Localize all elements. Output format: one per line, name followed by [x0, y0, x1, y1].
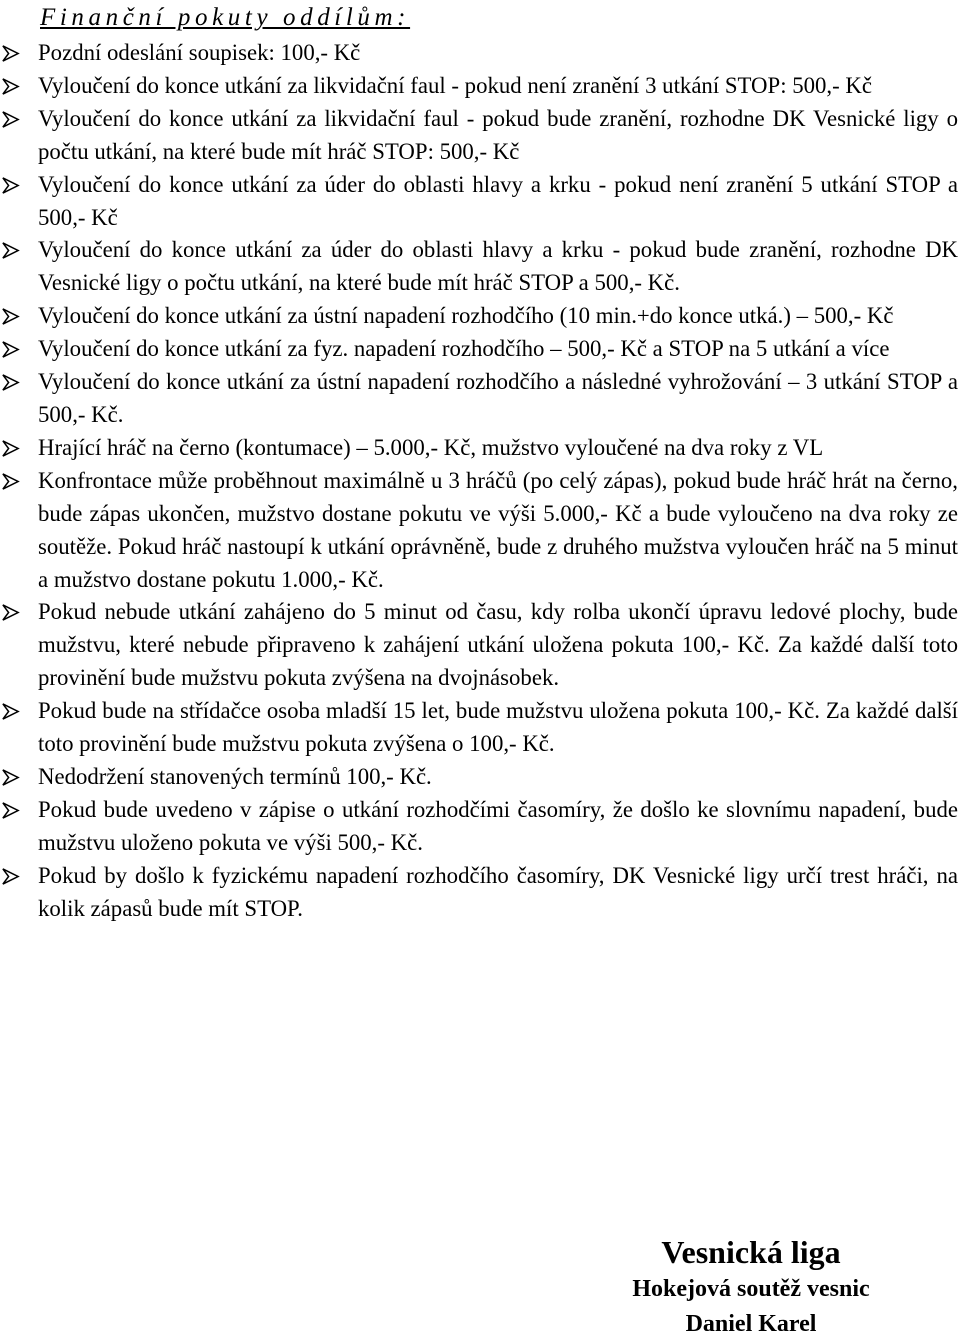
fine-rule-text: Hrající hráč na černo (kontumace) – 5.000,- Kč, mužstvo vyloučené na dva roky z VL [38, 434, 824, 460]
fine-rules-list [0, 37, 960, 925]
fine-rule-item [0, 300, 960, 333]
arrow-bullet-icon [0, 596, 22, 629]
fine-rule-item [0, 794, 960, 860]
arrow-bullet-icon [0, 169, 22, 202]
fine-rule-item [0, 596, 960, 695]
arrow-bullet-icon [0, 695, 22, 728]
fine-rule-item [0, 37, 960, 70]
arrow-bullet-icon [0, 70, 22, 103]
fine-rule-item [0, 432, 960, 465]
fine-rule-text: Vyloučení do konce utkání za likvidační faul - pokud není zranění 3 utkání STOP: 500,- Kč [38, 72, 873, 98]
fine-rule-text: Vyloučení do konce utkání za ústní napadení rozhodčího a následné vyhrožování – 3 utkání STOP a 500,- Kč. [38, 369, 958, 427]
arrow-bullet-icon [0, 761, 22, 794]
fine-rule-text: Vyloučení do konce utkání za ústní napadení rozhodčího (10 min.+do konce utká.) – 500,- Kč [38, 303, 894, 329]
fine-rule-item [0, 169, 960, 235]
fine-rule-item [0, 860, 960, 926]
fine-rule-text: Vyloučení do konce utkání za fyz. napadení rozhodčího – 500,- Kč a STOP na 5 utkání a více [38, 336, 890, 362]
fine-rule-text: Konfrontace může proběhnout maximálně u 3 hráčů (po celý zápas), pokud bude hráč hrát na černo, bude zápas ukončen, mužstvo dostane pokutu ve výši 5.000,- Kč a bude vyloučeno na dva roky ze soutěže. Pokud hráč nastoupí k utkání oprávněně, bude z druhého mužstva vyloučen hráč na 5 minut a mužstvo dostane pokutu 1.000,- Kč. [38, 467, 958, 592]
fine-rule-text: Vyloučení do konce utkání za likvidační faul - pokud bude zranění, rozhodne DK Vesnické ligy o počtu utkání, na které bude mít hráč STOP: 500,- Kč [38, 105, 958, 164]
fine-rule-item [0, 234, 960, 300]
arrow-bullet-icon [0, 300, 22, 333]
arrow-bullet-icon [0, 234, 22, 267]
section-heading: Finanční pokuty oddílům: [40, 4, 411, 31]
fine-rule-text: Vyloučení do konce utkání za úder do oblasti hlavy a krku - pokud bude zranění, rozhodne DK Vesnické ligy o počtu utkání, na které bude mít hráč STOP a 500,- Kč. [38, 237, 958, 296]
signature-name: Daniel Karel [685, 1311, 817, 1337]
signature-subtitle: Hokejová soutěž vesnic [632, 1276, 870, 1302]
fine-rule-text: Vyloučení do konce utkání za úder do oblasti hlavy a krku - pokud není zranění 5 utkání STOP a 500,- Kč [38, 171, 958, 230]
fine-rule-item [0, 103, 960, 169]
arrow-bullet-icon [0, 333, 22, 366]
arrow-bullet-icon [0, 794, 22, 827]
arrow-bullet-icon [0, 432, 22, 465]
fine-rule-text: Pokud nebude utkání zahájeno do 5 minut od času, kdy rolba ukončí úpravu ledové plochy, bude mužstvu, které nebude připraveno k zahájení utkání uložena pokuta 100,- Kč. Za každé další toto provinění bude mužstvu pokuta zvýšena na dvojnásobek. [38, 599, 958, 691]
fine-rule-text: Pokud by došlo k fyzickému napadení rozhodčího časomíry, DK Vesnické ligy určí trest hráči, na kolik zápasů bude mít STOP. [38, 862, 958, 921]
arrow-bullet-icon [0, 860, 22, 893]
fine-rule-item [0, 465, 960, 597]
fine-rule-item [0, 761, 960, 794]
fine-rule-item [0, 333, 960, 366]
fine-rule-text: Pokud bude na střídačce osoba mladší 15 let, bude mužstvu uložena pokuta 100,- Kč. Za každé další toto provinění bude mužstvu pokuta zvýšena o 100,- Kč. [38, 698, 958, 757]
arrow-bullet-icon [0, 366, 22, 399]
arrow-bullet-icon [0, 103, 22, 136]
fine-rule-item [0, 695, 960, 761]
signature-block [570, 1232, 932, 1342]
fine-rule-text: Pozdní odeslání soupisek: 100,- Kč [38, 40, 361, 65]
fine-rule-text: Pokud bude uvedeno v zápise o utkání rozhodčími časomíry, že došlo ke slovnímu napadení, bude mužstvu uloženo pokuta ve výši 500,- Kč. [38, 796, 958, 855]
arrow-bullet-icon [0, 37, 22, 70]
fine-rule-item [0, 366, 960, 432]
fine-rule-item [0, 70, 960, 103]
fine-rule-text: Nedodržení stanovených termínů 100,- Kč. [38, 763, 432, 789]
arrow-bullet-icon [0, 465, 22, 498]
signature-organization: Vesnická liga [661, 1234, 841, 1270]
